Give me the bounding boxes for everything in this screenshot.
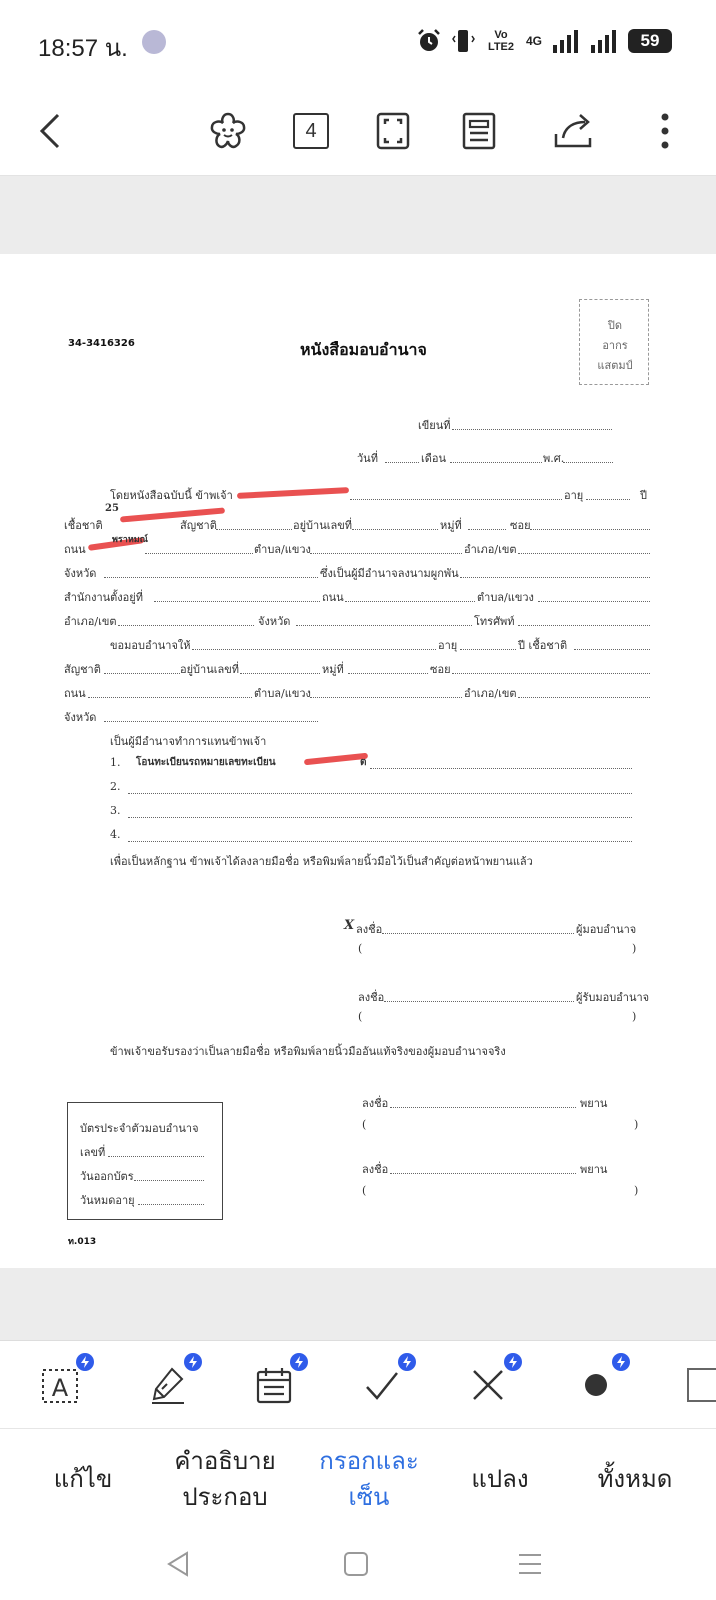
- office-district-field[interactable]: [118, 625, 254, 626]
- item-1-field[interactable]: [370, 768, 632, 769]
- premium-badge-icon: [398, 1353, 416, 1371]
- grantee-age-label: อายุ: [438, 639, 458, 652]
- grantee-nationality-label: สัญชาติ: [64, 663, 101, 676]
- tab-fill-sign-label-1: กรอกและ: [319, 1447, 419, 1475]
- grantee-house-field[interactable]: [240, 673, 320, 674]
- grantee-age-field[interactable]: [460, 649, 516, 650]
- menu-lines-icon: [516, 1550, 544, 1578]
- network-type-icon: 4G: [525, 34, 542, 48]
- written-at-field[interactable]: [452, 429, 612, 430]
- road-field[interactable]: [145, 553, 253, 554]
- grantee-intro: ขอมอบอำนาจให้: [110, 639, 191, 652]
- back-button[interactable]: [26, 106, 76, 156]
- top-toolbar: [0, 86, 716, 176]
- grantee-nationality-field[interactable]: [104, 673, 180, 674]
- month-field[interactable]: [450, 462, 542, 463]
- cross-icon: [470, 1367, 506, 1403]
- share-icon: [553, 112, 597, 150]
- ai-assistant-button[interactable]: [203, 106, 253, 156]
- notification-icon: [142, 30, 166, 54]
- district-field[interactable]: [518, 553, 650, 554]
- witness-1-role: พยาน: [580, 1097, 608, 1110]
- evidence-line: เพื่อเป็นหลักฐาน ข้าพเจ้าได้ลงลายมือชื่อ หรือพิมพ์ลายนิ้วมือไว้เป็นสำคัญต่อหน้าพยานแล้ว: [110, 855, 533, 868]
- document-title: หนังสือมอบอำนาจ: [300, 340, 427, 359]
- id-card-issued-field[interactable]: [134, 1180, 204, 1181]
- handwritten-name: พราหมณ์: [112, 535, 149, 545]
- witness-1-field[interactable]: [390, 1107, 576, 1108]
- grantee-house-label: อยู่บ้านเลขที่: [180, 663, 240, 676]
- nav-home-button[interactable]: [336, 1546, 376, 1582]
- system-nav-bar: [0, 1528, 716, 1600]
- item-2-field[interactable]: [128, 793, 632, 794]
- date-field[interactable]: [385, 462, 419, 463]
- status-bar: [0, 0, 716, 86]
- document-viewer[interactable]: [0, 176, 716, 1340]
- moo-field[interactable]: [468, 529, 506, 530]
- subdistrict-label: ตำบล/แขวง: [254, 543, 311, 556]
- grantee-district-field[interactable]: [518, 697, 650, 698]
- id-card-title: บัตรประจำตัวมอบอำนาจ: [80, 1122, 199, 1135]
- grantor-paren-close: ): [632, 942, 637, 955]
- premium-badge-icon: [504, 1353, 522, 1371]
- item-4-field[interactable]: [128, 841, 632, 842]
- item-number-3: 3.: [110, 804, 121, 817]
- dot-icon: [581, 1370, 611, 1400]
- tab-all-label: ทั้งหมด: [597, 1465, 673, 1493]
- signal-icon: [552, 29, 580, 53]
- office-province-label: จังหวัด: [258, 615, 291, 628]
- more-options-button[interactable]: [640, 106, 690, 156]
- grantee-sign-label: ลงชื่อ: [358, 991, 385, 1004]
- check-icon: [362, 1365, 402, 1405]
- item-1-text: โอนทะเบียนรถหมายเลขทะเบียน: [136, 757, 276, 768]
- form-code: ท.013: [68, 1237, 97, 1247]
- dot-tool-button[interactable]: [568, 1357, 624, 1413]
- stamp-text-1: ปิด: [607, 319, 623, 332]
- battery-icon: 59: [628, 29, 672, 53]
- chevron-left-icon: [36, 111, 66, 151]
- district-label: อำเภอ/เขต: [464, 543, 517, 556]
- grantee-district-label: อำเภอ/เขต: [464, 687, 517, 700]
- grantor-role: ผู้มอบอำนาจ: [576, 923, 637, 936]
- grantee-paren-open: (: [358, 1010, 363, 1023]
- agent-line: เป็นผู้มีอำนาจทำการแทนข้าพเจ้า: [110, 735, 267, 748]
- tab-annotate[interactable]: [150, 1429, 300, 1529]
- nationality-label: สัญชาติ: [180, 519, 217, 532]
- grantee-signature-field[interactable]: [384, 1001, 574, 1002]
- rectangle-icon: [680, 1365, 716, 1405]
- office-label: สำนักงานตั้งอยู่ที่: [64, 591, 143, 604]
- tab-annotate-label-2: ประกอบ: [182, 1483, 268, 1511]
- page-count-box: [293, 113, 329, 149]
- id-card-box: [67, 1102, 223, 1220]
- nav-menu-button[interactable]: [510, 1546, 550, 1582]
- square-home-icon: [342, 1550, 370, 1578]
- calendar-icon: [255, 1365, 293, 1405]
- id-card-number-field[interactable]: [108, 1156, 204, 1157]
- moo-label: หมู่ที่: [440, 519, 462, 532]
- grantee-road-label: ถนน: [64, 687, 86, 700]
- premium-badge-icon: [184, 1353, 202, 1371]
- years-label: ปี: [640, 489, 647, 502]
- witness-2-field[interactable]: [390, 1173, 576, 1174]
- witness-1-sign-label: ลงชื่อ: [362, 1097, 389, 1110]
- fullscreen-button[interactable]: [368, 106, 418, 156]
- volte-icon: Vo LTE2: [487, 29, 515, 53]
- grantor-signature-field[interactable]: [382, 933, 574, 934]
- page-count: 4: [305, 119, 317, 142]
- age-label: อายุ: [564, 489, 584, 502]
- grantee-moo-field[interactable]: [348, 673, 428, 674]
- status-icons: [416, 26, 672, 56]
- text-box-icon: [40, 1365, 80, 1405]
- soi-label: ซอย: [510, 519, 531, 532]
- grantee-soi-field[interactable]: [452, 673, 650, 674]
- item-3-field[interactable]: [128, 817, 632, 818]
- subdistrict-field[interactable]: [310, 553, 462, 554]
- grantee-road-field[interactable]: [88, 697, 252, 698]
- handwritten-age: 25: [105, 503, 119, 514]
- year-label: พ.ศ.: [543, 452, 565, 465]
- grantee-moo-label: หมู่ที่: [322, 663, 344, 676]
- certify-line: ข้าพเจ้าขอรับรองว่าเป็นลายมือชื่อ หรือพิมพ์ลายนิ้วมืออันแท้จริงของผู้มอบอำนาจจริง: [110, 1045, 506, 1058]
- month-label: เดือน: [421, 452, 447, 465]
- vibrate-icon: [452, 28, 476, 54]
- redaction-mark: [237, 487, 349, 499]
- tab-edit[interactable]: [20, 1429, 146, 1529]
- witness-2-role: พยาน: [580, 1163, 608, 1176]
- grantee-ethnicity-label: ปี เชื้อชาติ: [518, 639, 568, 652]
- office-subdistrict-label: ตำบล/แขวง: [477, 591, 534, 604]
- alarm-icon: [416, 28, 442, 54]
- tab-convert-label: แปลง: [471, 1465, 529, 1493]
- stamp-text-2: อากร: [602, 339, 628, 352]
- authorized-signer-label: ซึ่งเป็นผู้มีอำนาจลงนามผูกพัน: [320, 567, 459, 580]
- premium-badge-icon: [76, 1353, 94, 1371]
- status-time: 18:57 น.: [38, 35, 128, 62]
- grantor-name-field[interactable]: [350, 499, 562, 500]
- nav-back-button[interactable]: [158, 1546, 198, 1582]
- grantee-province-field[interactable]: [104, 721, 318, 722]
- redaction-mark-4: [304, 753, 368, 766]
- item-number-1: 1.: [110, 756, 121, 769]
- tab-edit-label: แก้ไข: [53, 1465, 113, 1493]
- soi-field[interactable]: [530, 529, 650, 530]
- item-1-suffix: ต: [360, 757, 367, 768]
- pen-sign-icon: [148, 1365, 188, 1405]
- grantor-paren-open: (: [358, 942, 363, 955]
- witness-1-paren-open: (: [362, 1118, 367, 1131]
- id-card-number-label: เลขที่: [80, 1146, 106, 1159]
- date-label: วันที่: [357, 452, 378, 465]
- id-card-expires-field[interactable]: [138, 1204, 204, 1205]
- province-field[interactable]: [104, 577, 318, 578]
- signal-icon-2: [590, 29, 618, 53]
- tab-all[interactable]: [570, 1429, 700, 1529]
- flower-icon: [207, 110, 249, 152]
- premium-badge-icon: [612, 1353, 630, 1371]
- grantor-intro: โดยหนังสือฉบับนี้ ข้าพเจ้า: [110, 489, 233, 502]
- cross-tool-button[interactable]: [460, 1357, 516, 1413]
- age-field[interactable]: [586, 499, 630, 500]
- grantee-role: ผู้รับมอบอำนาจ: [576, 991, 650, 1004]
- road-label: ถนน: [64, 543, 86, 556]
- authorized-signer-field[interactable]: [460, 577, 650, 578]
- svg-text:A: A: [51, 1374, 69, 1402]
- stamp-text-3: แสตมป์: [597, 359, 633, 372]
- triangle-back-icon: [165, 1550, 191, 1578]
- house-no-field[interactable]: [352, 529, 438, 530]
- office-field[interactable]: [154, 601, 320, 602]
- premium-badge-icon: [290, 1353, 308, 1371]
- id-card-expires-label: วันหมดอายุ: [80, 1194, 135, 1207]
- tab-fill-sign[interactable]: [300, 1429, 438, 1529]
- text-tool-button[interactable]: [32, 1357, 88, 1413]
- witness-2-sign-label: ลงชื่อ: [362, 1163, 389, 1176]
- item-number-2: 2.: [110, 780, 121, 793]
- office-province-field[interactable]: [296, 625, 472, 626]
- ethnicity-label: เชื้อชาติ: [64, 519, 103, 532]
- date-tool-button[interactable]: [246, 1357, 302, 1413]
- page-count-button[interactable]: [286, 106, 336, 156]
- stamp-box: [579, 299, 649, 385]
- written-at-label: เขียนที่: [418, 419, 451, 432]
- grantee-subdistrict-label: ตำบล/แขวง: [254, 687, 311, 700]
- item-number-4: 4.: [110, 828, 121, 841]
- document-page[interactable]: [0, 254, 716, 1268]
- phone-field[interactable]: [518, 625, 650, 626]
- document-view-icon: [462, 112, 496, 150]
- witness-2-paren-open: (: [362, 1184, 367, 1197]
- nationality-field[interactable]: [216, 529, 292, 530]
- id-card-issued-label: วันออกบัตร: [80, 1170, 134, 1183]
- year-field[interactable]: [563, 462, 613, 463]
- witness-2-paren-close: ): [634, 1184, 639, 1197]
- grantor-sign-label: ลงชื่อ: [356, 923, 383, 936]
- more-vertical-icon: [659, 111, 671, 151]
- sign-here-mark: X: [344, 918, 355, 933]
- house-no-label: อยู่บ้านเลขที่: [293, 519, 353, 532]
- check-tool-button[interactable]: [354, 1357, 410, 1413]
- office-district-label: อำเภอ/เขต: [64, 615, 117, 628]
- province-label: จังหวัด: [64, 567, 97, 580]
- share-button[interactable]: [550, 106, 600, 156]
- office-subdistrict-field[interactable]: [538, 601, 650, 602]
- fullscreen-icon: [376, 112, 410, 150]
- document-code: 34-3416326: [68, 338, 135, 349]
- office-road-label: ถนน: [322, 591, 344, 604]
- more-tools-button[interactable]: [680, 1357, 716, 1413]
- grantee-subdistrict-field[interactable]: [310, 697, 462, 698]
- reading-mode-button[interactable]: [454, 106, 504, 156]
- witness-1-paren-close: ): [634, 1118, 639, 1131]
- grantee-soi-label: ซอย: [430, 663, 451, 676]
- fill-sign-toolbar: [0, 1340, 716, 1428]
- office-road-field[interactable]: [345, 601, 475, 602]
- grantee-province-label: จังหวัด: [64, 711, 97, 724]
- tab-annotate-label-1: คำอธิบาย: [174, 1447, 276, 1475]
- tab-convert[interactable]: [440, 1429, 560, 1529]
- bottom-tabs: [0, 1428, 716, 1528]
- grantee-paren-close: ): [632, 1010, 637, 1023]
- signature-tool-button[interactable]: [140, 1357, 196, 1413]
- tab-fill-sign-label-2: เซ็น: [348, 1483, 390, 1511]
- phone-label: โทรศัพท์: [474, 615, 515, 628]
- grantee-ethnicity-field[interactable]: [574, 649, 650, 650]
- grantee-name-field[interactable]: [192, 649, 436, 650]
